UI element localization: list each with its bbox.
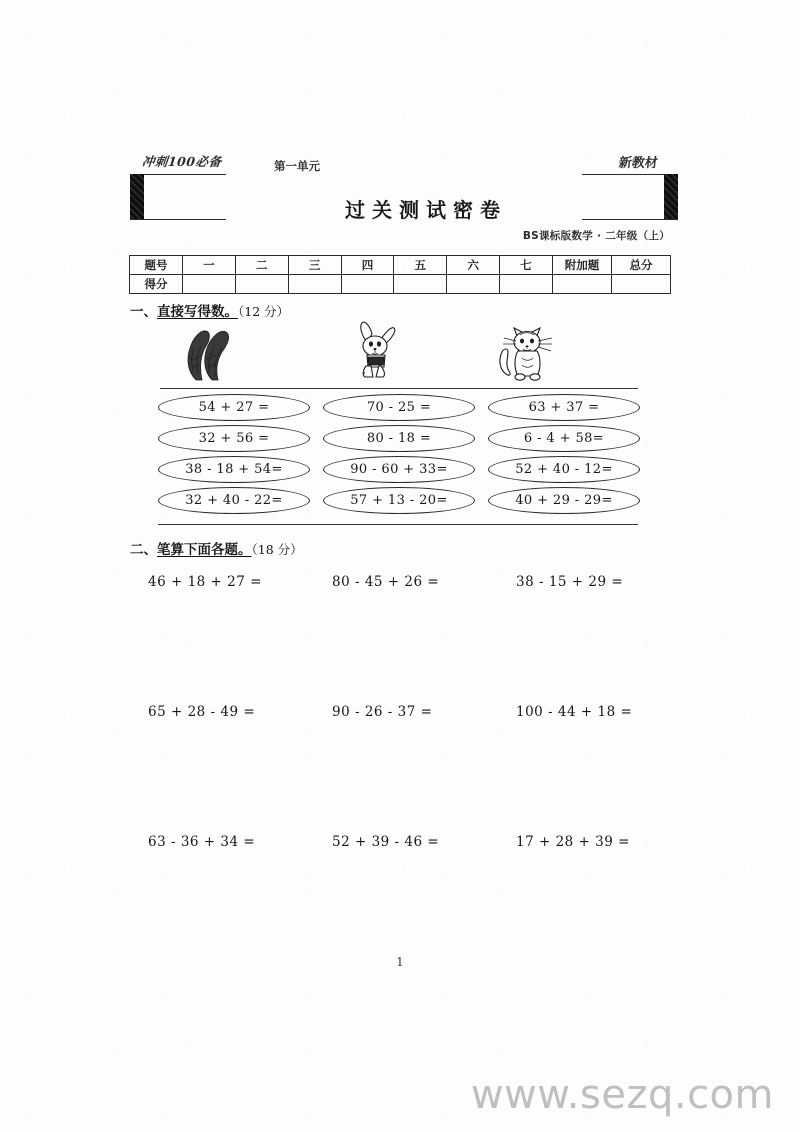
section-2-points: （18 分）: [251, 542, 303, 557]
written-problem-row: [148, 574, 648, 704]
written-problem-row: [148, 834, 648, 964]
score-cell-7[interactable]: [500, 275, 553, 294]
decorative-block-icon: [130, 174, 144, 219]
oral-problem-cell[interactable]: [158, 456, 310, 483]
written-expression[interactable]: 52 + 39 - 46 =: [332, 834, 440, 850]
score-table-col-3: 三: [288, 256, 341, 275]
oral-problem-cell[interactable]: [158, 394, 310, 421]
written-expression[interactable]: 80 - 45 + 26 =: [332, 574, 440, 590]
oral-problem-cell[interactable]: [323, 425, 475, 452]
oral-expression: 6 - 4 + 58=: [523, 431, 605, 446]
score-table-col-5: 五: [394, 256, 447, 275]
score-table-col-2: 二: [235, 256, 288, 275]
oral-expression: 80 - 18 =: [366, 431, 432, 446]
score-cell-1[interactable]: [183, 275, 236, 294]
table-row: [130, 275, 671, 294]
score-table-col-1: 一: [183, 256, 236, 275]
written-problem-row: [148, 704, 648, 834]
written-expression[interactable]: 90 - 26 - 37 =: [332, 704, 433, 720]
score-table-row-header: 得分: [130, 275, 183, 294]
oral-problem-cell[interactable]: [323, 394, 475, 421]
site-watermark: www.sezq.com: [470, 1072, 774, 1118]
score-cell-6[interactable]: [447, 275, 500, 294]
masthead: [130, 152, 678, 244]
score-cell-5[interactable]: [394, 275, 447, 294]
section-1-number: 一、: [130, 304, 157, 320]
decorative-box-left: [130, 174, 226, 220]
table-row: [130, 256, 671, 275]
score-table-col-7: 七: [500, 256, 553, 275]
oral-problem-row: [158, 425, 644, 456]
score-cell-bonus[interactable]: [553, 275, 612, 294]
page-title: 过关测试密卷: [345, 198, 507, 222]
oral-problems-grid: [158, 394, 644, 518]
written-expression[interactable]: 17 + 28 + 39 =: [516, 834, 630, 850]
written-expression[interactable]: 63 - 36 + 34 =: [148, 834, 256, 850]
oral-problem-cell[interactable]: [323, 487, 475, 514]
score-table-col-total: 总分: [612, 256, 671, 275]
score-table-col-bonus: 附加题: [553, 256, 612, 275]
section-1-heading: [130, 300, 289, 320]
animal-illustration-row: [160, 322, 640, 386]
written-expression[interactable]: 38 - 15 + 29 =: [516, 574, 624, 590]
oral-problem-row: [158, 487, 644, 518]
oral-problem-row: [158, 394, 644, 425]
written-expression[interactable]: 65 + 28 - 49 =: [148, 704, 256, 720]
section-2-number: 二、: [130, 542, 157, 558]
squirrel-illustration: [182, 324, 238, 386]
brand-left-label: 冲刺100必备: [141, 154, 223, 169]
oral-expression: 90 - 60 + 33=: [350, 462, 448, 477]
oral-expression: 32 + 40 - 22=: [185, 493, 283, 508]
oral-expression: 54 + 27 =: [198, 400, 270, 415]
section-2-title: 笔算下面各题。: [157, 542, 252, 558]
subject-line: BS课标版数学 · 二年级（上）: [522, 230, 670, 242]
oral-problem-cell[interactable]: [323, 456, 475, 483]
unit-label: 第一单元: [274, 159, 320, 173]
section-2-heading: [130, 538, 303, 558]
written-problems-grid: [148, 574, 648, 964]
score-cell-3[interactable]: [288, 275, 341, 294]
written-expression[interactable]: 100 - 44 + 18 =: [516, 704, 633, 720]
oral-expression: 32 + 56 =: [198, 431, 270, 446]
score-table-row-header: 题号: [130, 256, 183, 275]
score-table-col-6: 六: [447, 256, 500, 275]
page-number: 1: [396, 955, 404, 969]
decorative-box-right: [582, 174, 678, 220]
oral-problem-cell[interactable]: [488, 487, 640, 514]
score-cell-total[interactable]: [612, 275, 671, 294]
oral-problem-cell[interactable]: [158, 487, 310, 514]
cat-illustration: [492, 324, 554, 386]
decorative-block-icon: [664, 174, 678, 219]
brand-right-label: 新教材: [617, 156, 659, 171]
rabbit-illustration: [350, 320, 404, 386]
oral-expression: 38 - 18 + 54=: [185, 462, 283, 477]
oral-problem-cell[interactable]: [158, 425, 310, 452]
oral-expression: 40 + 29 - 29=: [515, 493, 613, 508]
oral-problem-row: [158, 456, 644, 487]
divider-above-section-2: [158, 524, 638, 525]
oral-problem-cell[interactable]: [488, 456, 640, 483]
oral-expression: 52 + 40 - 12=: [515, 462, 613, 477]
section-1-title: 直接写得数。: [157, 304, 238, 320]
divider-under-animals: [160, 388, 638, 389]
oral-expression: 63 + 37 =: [528, 400, 600, 415]
score-table-col-4: 四: [341, 256, 394, 275]
section-1-points: （12 分）: [238, 304, 290, 319]
score-cell-4[interactable]: [341, 275, 394, 294]
score-table: [129, 255, 671, 294]
score-cell-2[interactable]: [235, 275, 288, 294]
oral-problem-cell[interactable]: [488, 425, 640, 452]
written-expression[interactable]: 46 + 18 + 27 =: [148, 574, 262, 590]
oral-expression: 57 + 13 - 20=: [350, 493, 448, 508]
oral-expression: 70 - 25 =: [366, 400, 432, 415]
oral-problem-cell[interactable]: [488, 394, 640, 421]
